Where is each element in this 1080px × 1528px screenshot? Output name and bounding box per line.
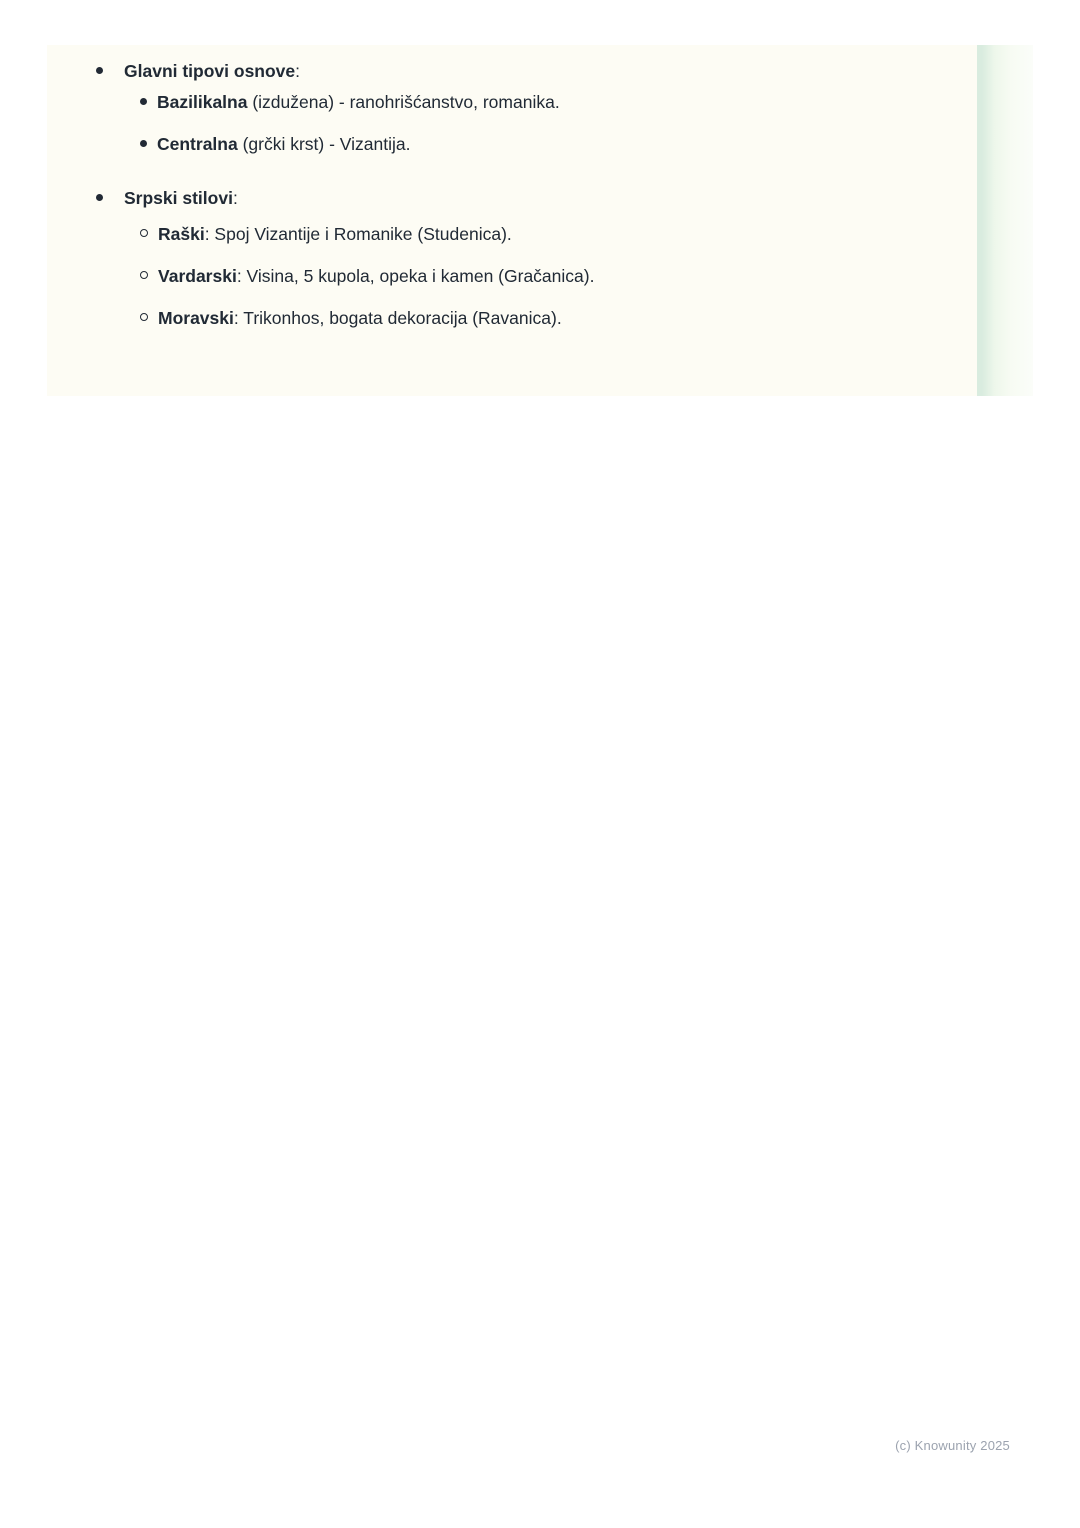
item-description: : Trikonhos, bogata dekoracija (Ravanica). bbox=[233, 308, 562, 328]
item-term: Vardarski bbox=[158, 266, 237, 286]
section-srpski-stilovi bbox=[47, 186, 1033, 330]
bullet-disc-icon bbox=[140, 140, 147, 147]
notes-content bbox=[47, 59, 1033, 330]
item-text bbox=[158, 222, 512, 246]
item-text bbox=[157, 132, 410, 156]
bullet-circle-icon bbox=[140, 229, 148, 237]
bullet-circle-icon bbox=[140, 313, 148, 321]
bullet-disc-icon bbox=[96, 67, 103, 74]
bullet-disc-icon bbox=[96, 194, 103, 201]
section-glavni-tipovi-osnove bbox=[47, 59, 1033, 156]
item-term: Moravski bbox=[158, 308, 234, 328]
item-description: (grčki krst) - Vizantija. bbox=[237, 134, 411, 154]
sub-list bbox=[47, 90, 1033, 156]
item-description: (izdužena) - ranohrišćanstvo, romanika. bbox=[247, 92, 560, 112]
list-item bbox=[47, 132, 1033, 156]
item-term: Centralna bbox=[157, 134, 238, 154]
item-description: : Spoj Vizantije i Romanike (Studenica). bbox=[204, 224, 512, 244]
section-title-row bbox=[47, 186, 1033, 210]
item-term: Raški bbox=[158, 224, 205, 244]
list-item bbox=[47, 90, 1033, 114]
section-title bbox=[124, 59, 300, 83]
section-title-bold: Glavni tipovi osnove bbox=[124, 61, 296, 81]
section-title-bold: Srpski stilovi bbox=[124, 188, 233, 208]
notes-card bbox=[47, 45, 1033, 396]
item-term: Bazilikalna bbox=[157, 92, 248, 112]
section-title-colon: : bbox=[232, 188, 238, 208]
section-title bbox=[124, 186, 238, 210]
footer-copyright: (c) Knowunity 2025 bbox=[895, 1438, 1010, 1453]
list-item bbox=[47, 222, 1033, 246]
item-text bbox=[158, 306, 562, 330]
list-item bbox=[47, 264, 1033, 288]
item-text bbox=[158, 264, 594, 288]
item-description: : Visina, 5 kupola, opeka i kamen (Gračanica). bbox=[236, 266, 595, 286]
sub-list bbox=[47, 222, 1033, 330]
section-title-colon: : bbox=[295, 61, 301, 81]
item-text bbox=[157, 90, 560, 114]
section-title-row bbox=[47, 59, 1033, 83]
bullet-disc-icon bbox=[140, 98, 147, 105]
bullet-circle-icon bbox=[140, 271, 148, 279]
list-item bbox=[47, 306, 1033, 330]
